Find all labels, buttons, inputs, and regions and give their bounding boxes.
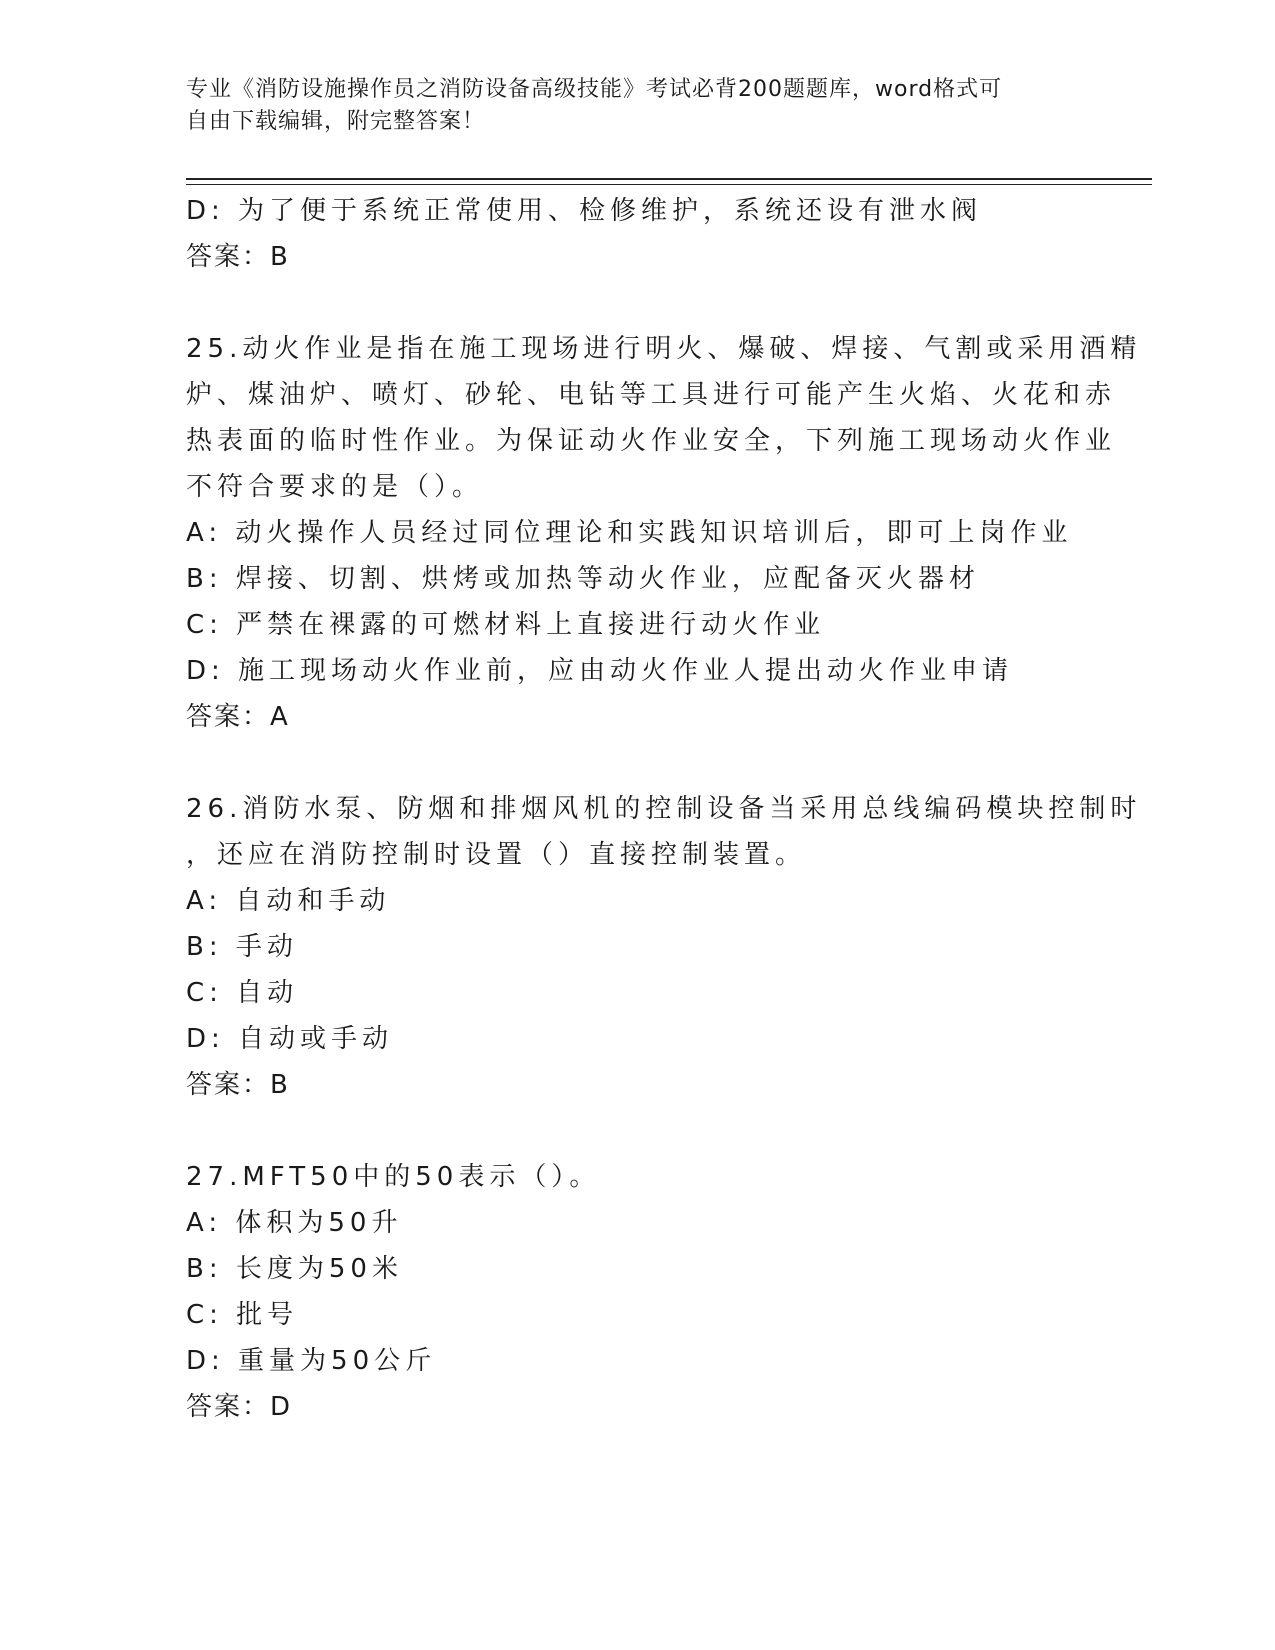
question-27-stem-line: 27.MFT50中的50表示（）。 [186, 1162, 601, 1192]
header-divider-thin [186, 184, 1152, 185]
question-27-option-c: C: 批号 [186, 1300, 299, 1330]
question-list [186, 188, 1142, 1430]
question-26-stem-line: ，还应在消防控制时设置（）直接控制装置。 [186, 840, 807, 870]
question-26-option-c: C: 自动 [186, 978, 299, 1008]
prev-option-d: D: 为了便于系统正常使用、检修维护，系统还设有泄水阀 [186, 196, 983, 226]
spacer [186, 280, 1086, 326]
question-25-stem-line: 炉、煤油炉、喷灯、砂轮、电钻等工具进行可能产生火焰、火花和赤 [186, 380, 1117, 410]
question-25 [186, 326, 1142, 740]
question-25-stem-line: 不符合要求的是（）。 [186, 472, 484, 502]
question-26-option-a: A: 自动和手动 [186, 886, 391, 916]
header-line-1: 专业《消防设施操作员之消防设备高级技能》考试必背200题题库，word格式可 [186, 77, 1003, 102]
question-27-option-a: A: 体积为50升 [186, 1208, 403, 1238]
question-27-option-d: D: 重量为50公斤 [186, 1346, 437, 1376]
spacer [186, 740, 1086, 786]
question-27-option-b: B: 长度为50米 [186, 1254, 403, 1284]
header-line-2: 自由下载编辑，附完整答案！ [186, 109, 486, 134]
question-25-option-d: D: 施工现场动火作业前，应由动火作业人提出动火作业申请 [186, 656, 1014, 686]
question-25-option-a: A: 动火操作人员经过同位理论和实践知识培训后，即可上岗作业 [186, 518, 1073, 548]
prev-answer: 答案：B [186, 242, 290, 272]
question-26-option-b: B: 手动 [186, 932, 298, 962]
question-26-answer: 答案：B [186, 1070, 290, 1100]
question-26-stem-line: 26.消防水泵、防烟和排烟风机的控制设备当采用总线编码模块控制时 [186, 794, 1142, 824]
question-25-option-b: B: 焊接、切割、烘烤或加热等动火作业，应配备灭火器材 [186, 564, 980, 594]
question-25-answer: 答案：A [186, 702, 290, 732]
spacer [186, 1108, 1086, 1154]
question-27 [186, 1154, 1086, 1430]
header-divider-thick [186, 178, 1152, 180]
question-25-stem-line: 热表面的临时性作业。为保证动火作业安全，下列施工现场动火作业 [186, 426, 1117, 456]
question-25-option-c: C: 严禁在裸露的可燃材料上直接进行动火作业 [186, 610, 826, 640]
question-27-answer: 答案：D [186, 1392, 293, 1422]
question-26-option-d: D: 自动或手动 [186, 1024, 394, 1054]
question-25-stem-line: 25.动火作业是指在施工现场进行明火、爆破、焊接、气割或采用酒精 [186, 334, 1142, 364]
question-26 [186, 786, 1142, 1108]
document-header [186, 74, 1066, 138]
